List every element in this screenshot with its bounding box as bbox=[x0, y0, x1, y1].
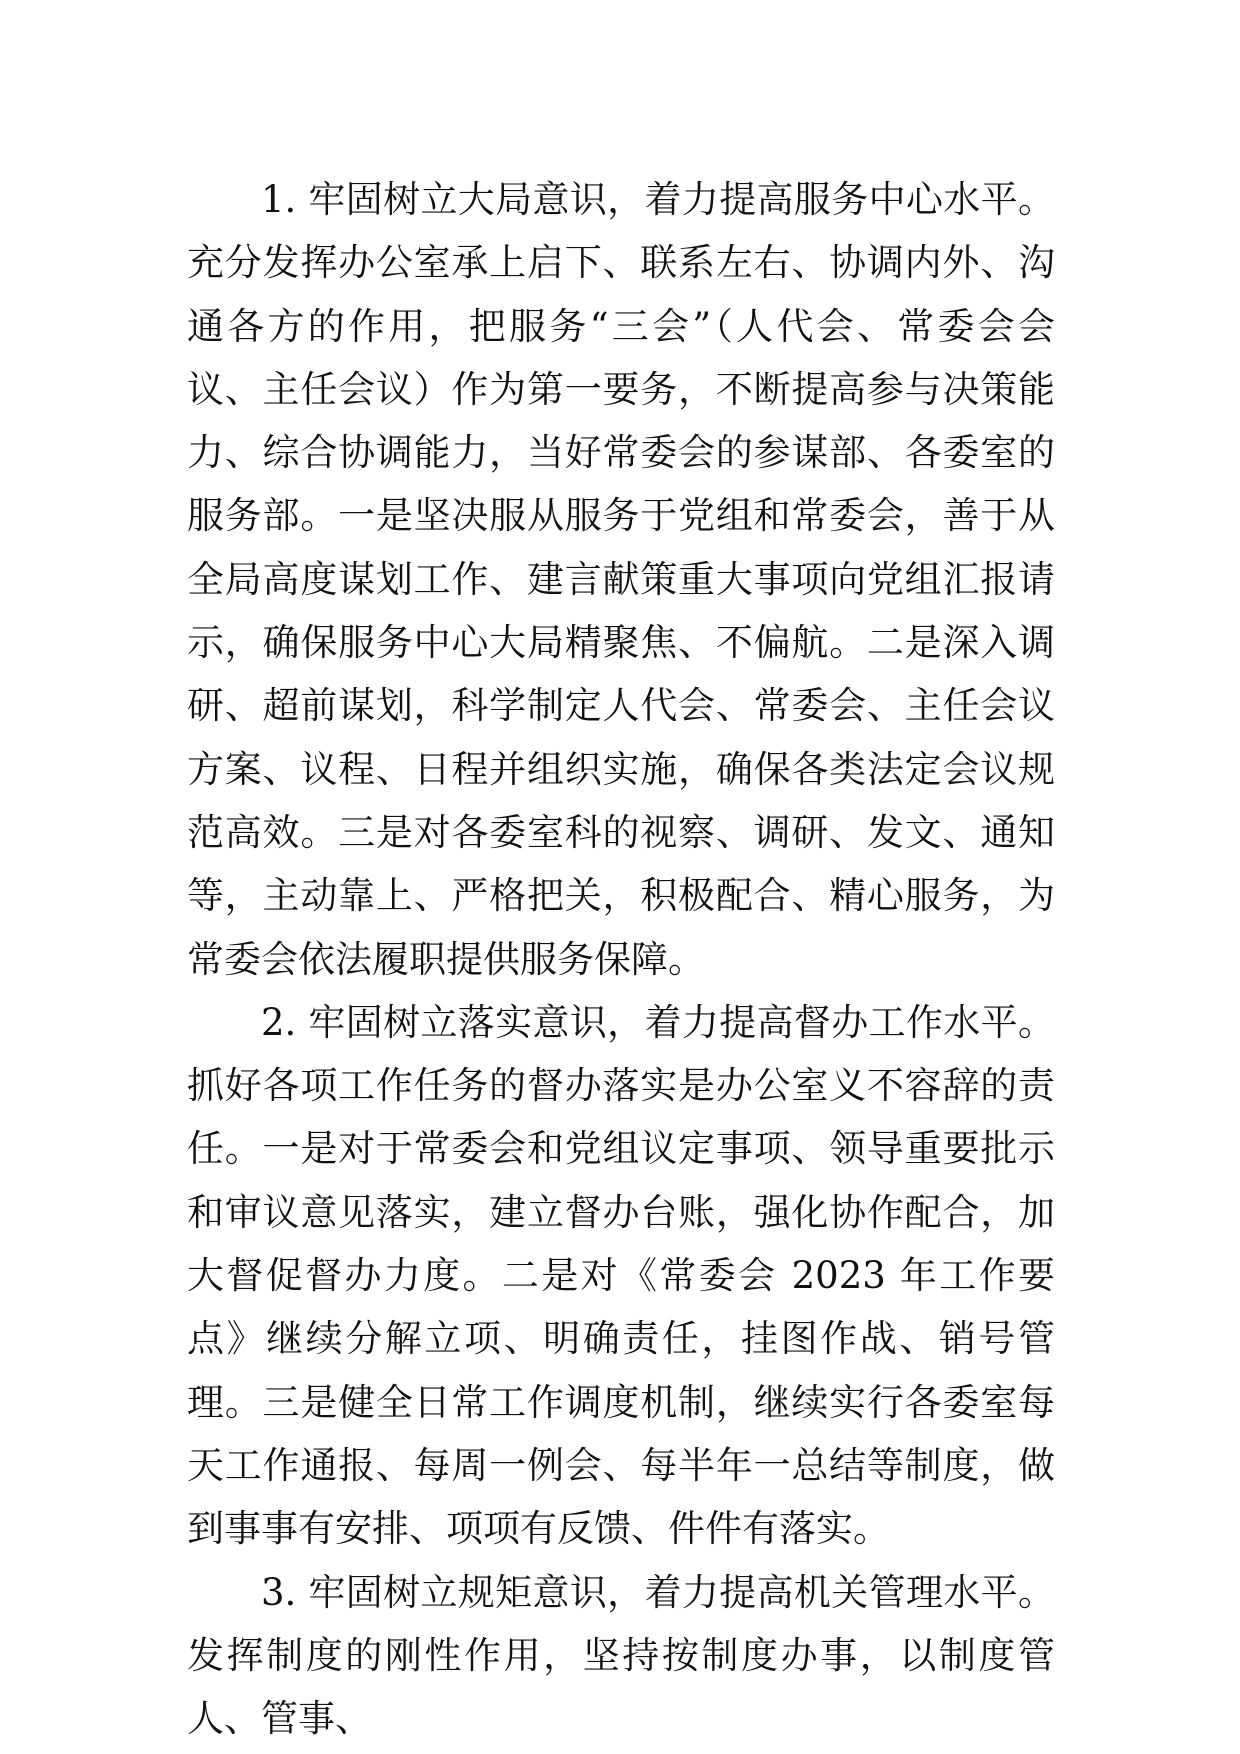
paragraph-1: 1. 牢固树立大局意识，着力提高服务中心水平。充分发挥办公室承上启下、联系左右、协调内外、沟通各方的作用，把服务“三会”（人代会、常委会会议、主任会议）作为第一要务，不断提高参与决策能力、综合协调能力，当好常委会的参谋部、各委室的服务部。一是坚决服从服务于党组和常委会，善于从全局高度谋划工作、建言献策重大事项向党组汇报请示，确保服务中心大局精聚焦、不偏航。二是深入调研、超前谋划，科学制定人代会、常委会、主任会议方案、议程、日程并组织实施，确保各类法定会议规范高效。三是对各委室科的视察、调研、发文、通知等，主动靠上、严格把关，积极配合、精心服务，为常委会依法履职提供服务保障。 bbox=[187, 178, 1055, 981]
body-text bbox=[187, 168, 1055, 1750]
paragraph-2: 2. 牢固树立落实意识，着力提高督办工作水平。抓好各项工作任务的督办落实是办公室义不容辞的责任。一是对于常委会和党组议定事项、领导重要批示和审议意见落实，建立督办台账，强化协作配合，加大督促督办力度。二是对《常委会 2023 年工作要点》继续分解立项、明确责任，挂图作战、销号管理。三是健全日常工作调度机制，继续实行各委室每天工作通报、每周一例会、每半年一总结等制度，做到事事有安排、项项有反馈、件件有落实。 bbox=[187, 1000, 1055, 1551]
paragraph-3: 3. 牢固树立规矩意识，着力提高机关管理水平。发挥制度的刚性作用，坚持按制度办事，以制度管人、管事、 bbox=[187, 1570, 1055, 1741]
